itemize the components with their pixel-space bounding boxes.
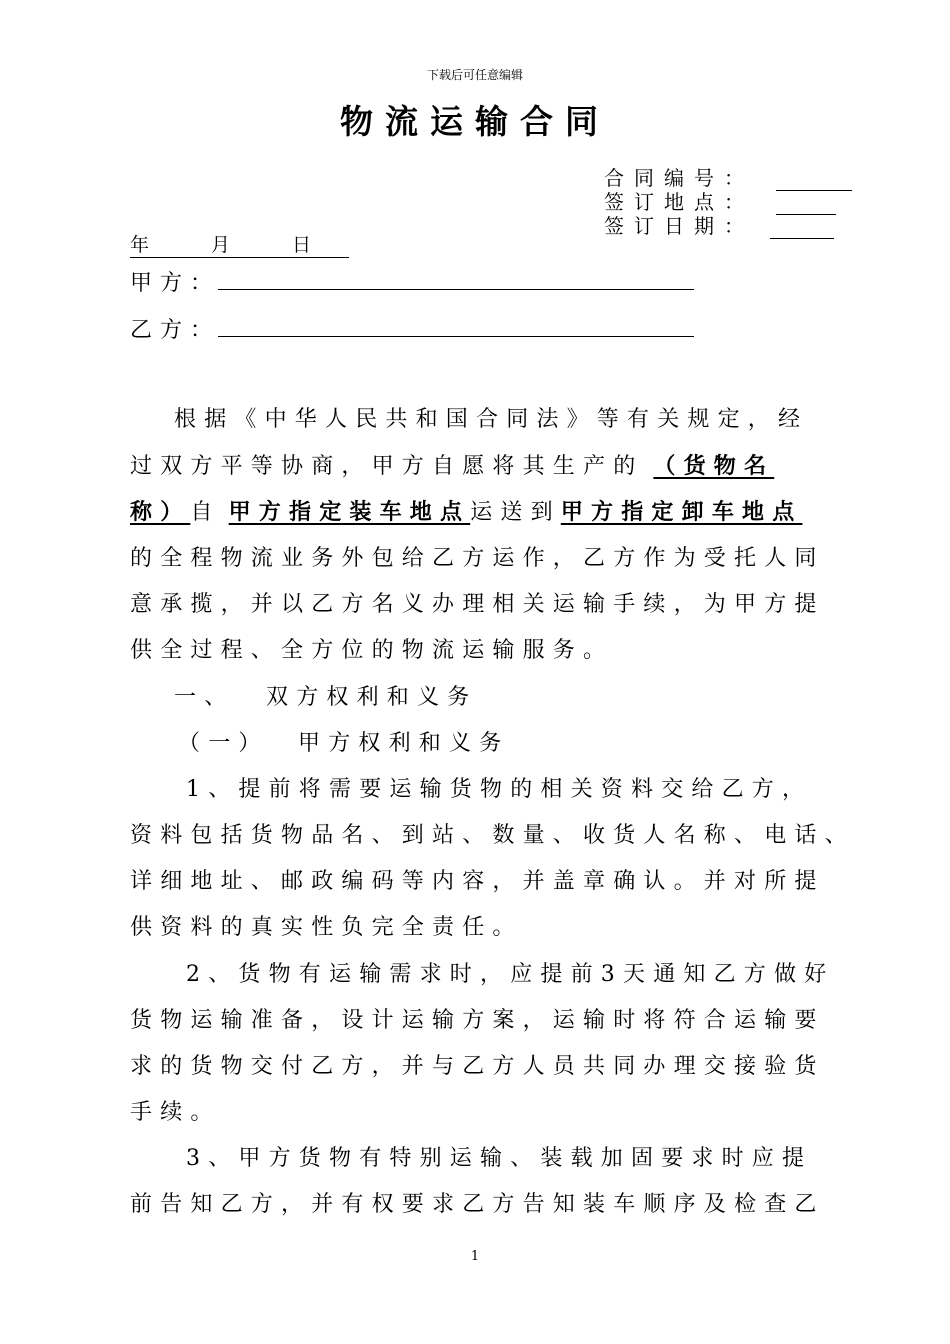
document-title: 物流运输合同 [340, 102, 610, 141]
body-line-2 [130, 449, 774, 480]
to-text: 运送到 [470, 500, 561, 525]
sign-date-field[interactable] [770, 220, 834, 239]
sign-date-label: 签订日期： [604, 214, 754, 238]
cargo-name-field-end: 称） [130, 499, 191, 525]
item-3-line-2: 前告知乙方，并有权要求乙方告知装车顺序及检查乙 [130, 1192, 825, 1217]
item-2-line-4: 手续。 [130, 1100, 221, 1125]
unloading-place-field: 甲方指定卸车地点 [560, 499, 803, 525]
party-a-label: 甲方： [130, 271, 221, 296]
date-line: 年 月 日 [130, 230, 349, 258]
item-1-line-1: 1、提前将需要运输货物的相关资料交给乙方， [186, 777, 813, 802]
sign-place-label: 签订地点： [604, 190, 754, 214]
body-line-6: 供全过程、全方位的物流运输服务。 [130, 638, 614, 663]
party-b-label: 乙方： [130, 318, 221, 343]
section-1-title: 双方权利和义务 [266, 685, 478, 710]
contract-number-label: 合同编号： [604, 166, 754, 190]
item-2-line-1: 2、货物有运输需求时，应提前3天通知乙方做好 [186, 962, 835, 987]
item-1-line-4: 供资料的真实性负完全责任。 [130, 915, 523, 940]
page-number: 1 [470, 1249, 480, 1264]
body-line-3 [130, 495, 802, 526]
party-b-field[interactable] [218, 336, 694, 337]
body-line-4: 的全程物流业务外包给乙方运作，乙方作为受托人同 [130, 546, 825, 571]
from-text: 自 [190, 500, 221, 525]
header-note: 下载后可任意编辑 [426, 68, 523, 82]
section-1-number: 一、 [174, 685, 235, 710]
body-line-1: 根据《中华人民共和国合同法》等有关规定，经 [174, 407, 809, 432]
item-1-line-3: 详细地址、邮政编码等内容，并盖章确认。并对所提 [130, 869, 825, 894]
sign-date-row [604, 210, 834, 239]
body-line-2-text: 过双方平等协商，甲方自愿将其生产的 [130, 454, 644, 479]
subsection-1-title: 甲方权利和义务 [298, 731, 510, 756]
cargo-name-field: （货物名 [653, 453, 775, 479]
item-1-line-2: 资料包括货物品名、到站、数量、收货人名称、电话、 [130, 823, 855, 848]
party-a-field[interactable] [218, 289, 694, 290]
body-line-5: 意承揽，并以乙方名义办理相关运输手续，为甲方提 [130, 592, 825, 617]
subsection-1-number: （一） [178, 731, 269, 756]
item-2-line-2: 货物运输准备，设计运输方案，运输时将符合运输要 [130, 1008, 825, 1033]
item-2-line-3: 求的货物交付乙方，并与乙方人员共同办理交接验货 [130, 1054, 825, 1079]
loading-place-field: 甲方指定装车地点 [228, 499, 471, 525]
item-3-line-1: 3、甲方货物有特别运输、装载加固要求时应提 [186, 1146, 813, 1171]
